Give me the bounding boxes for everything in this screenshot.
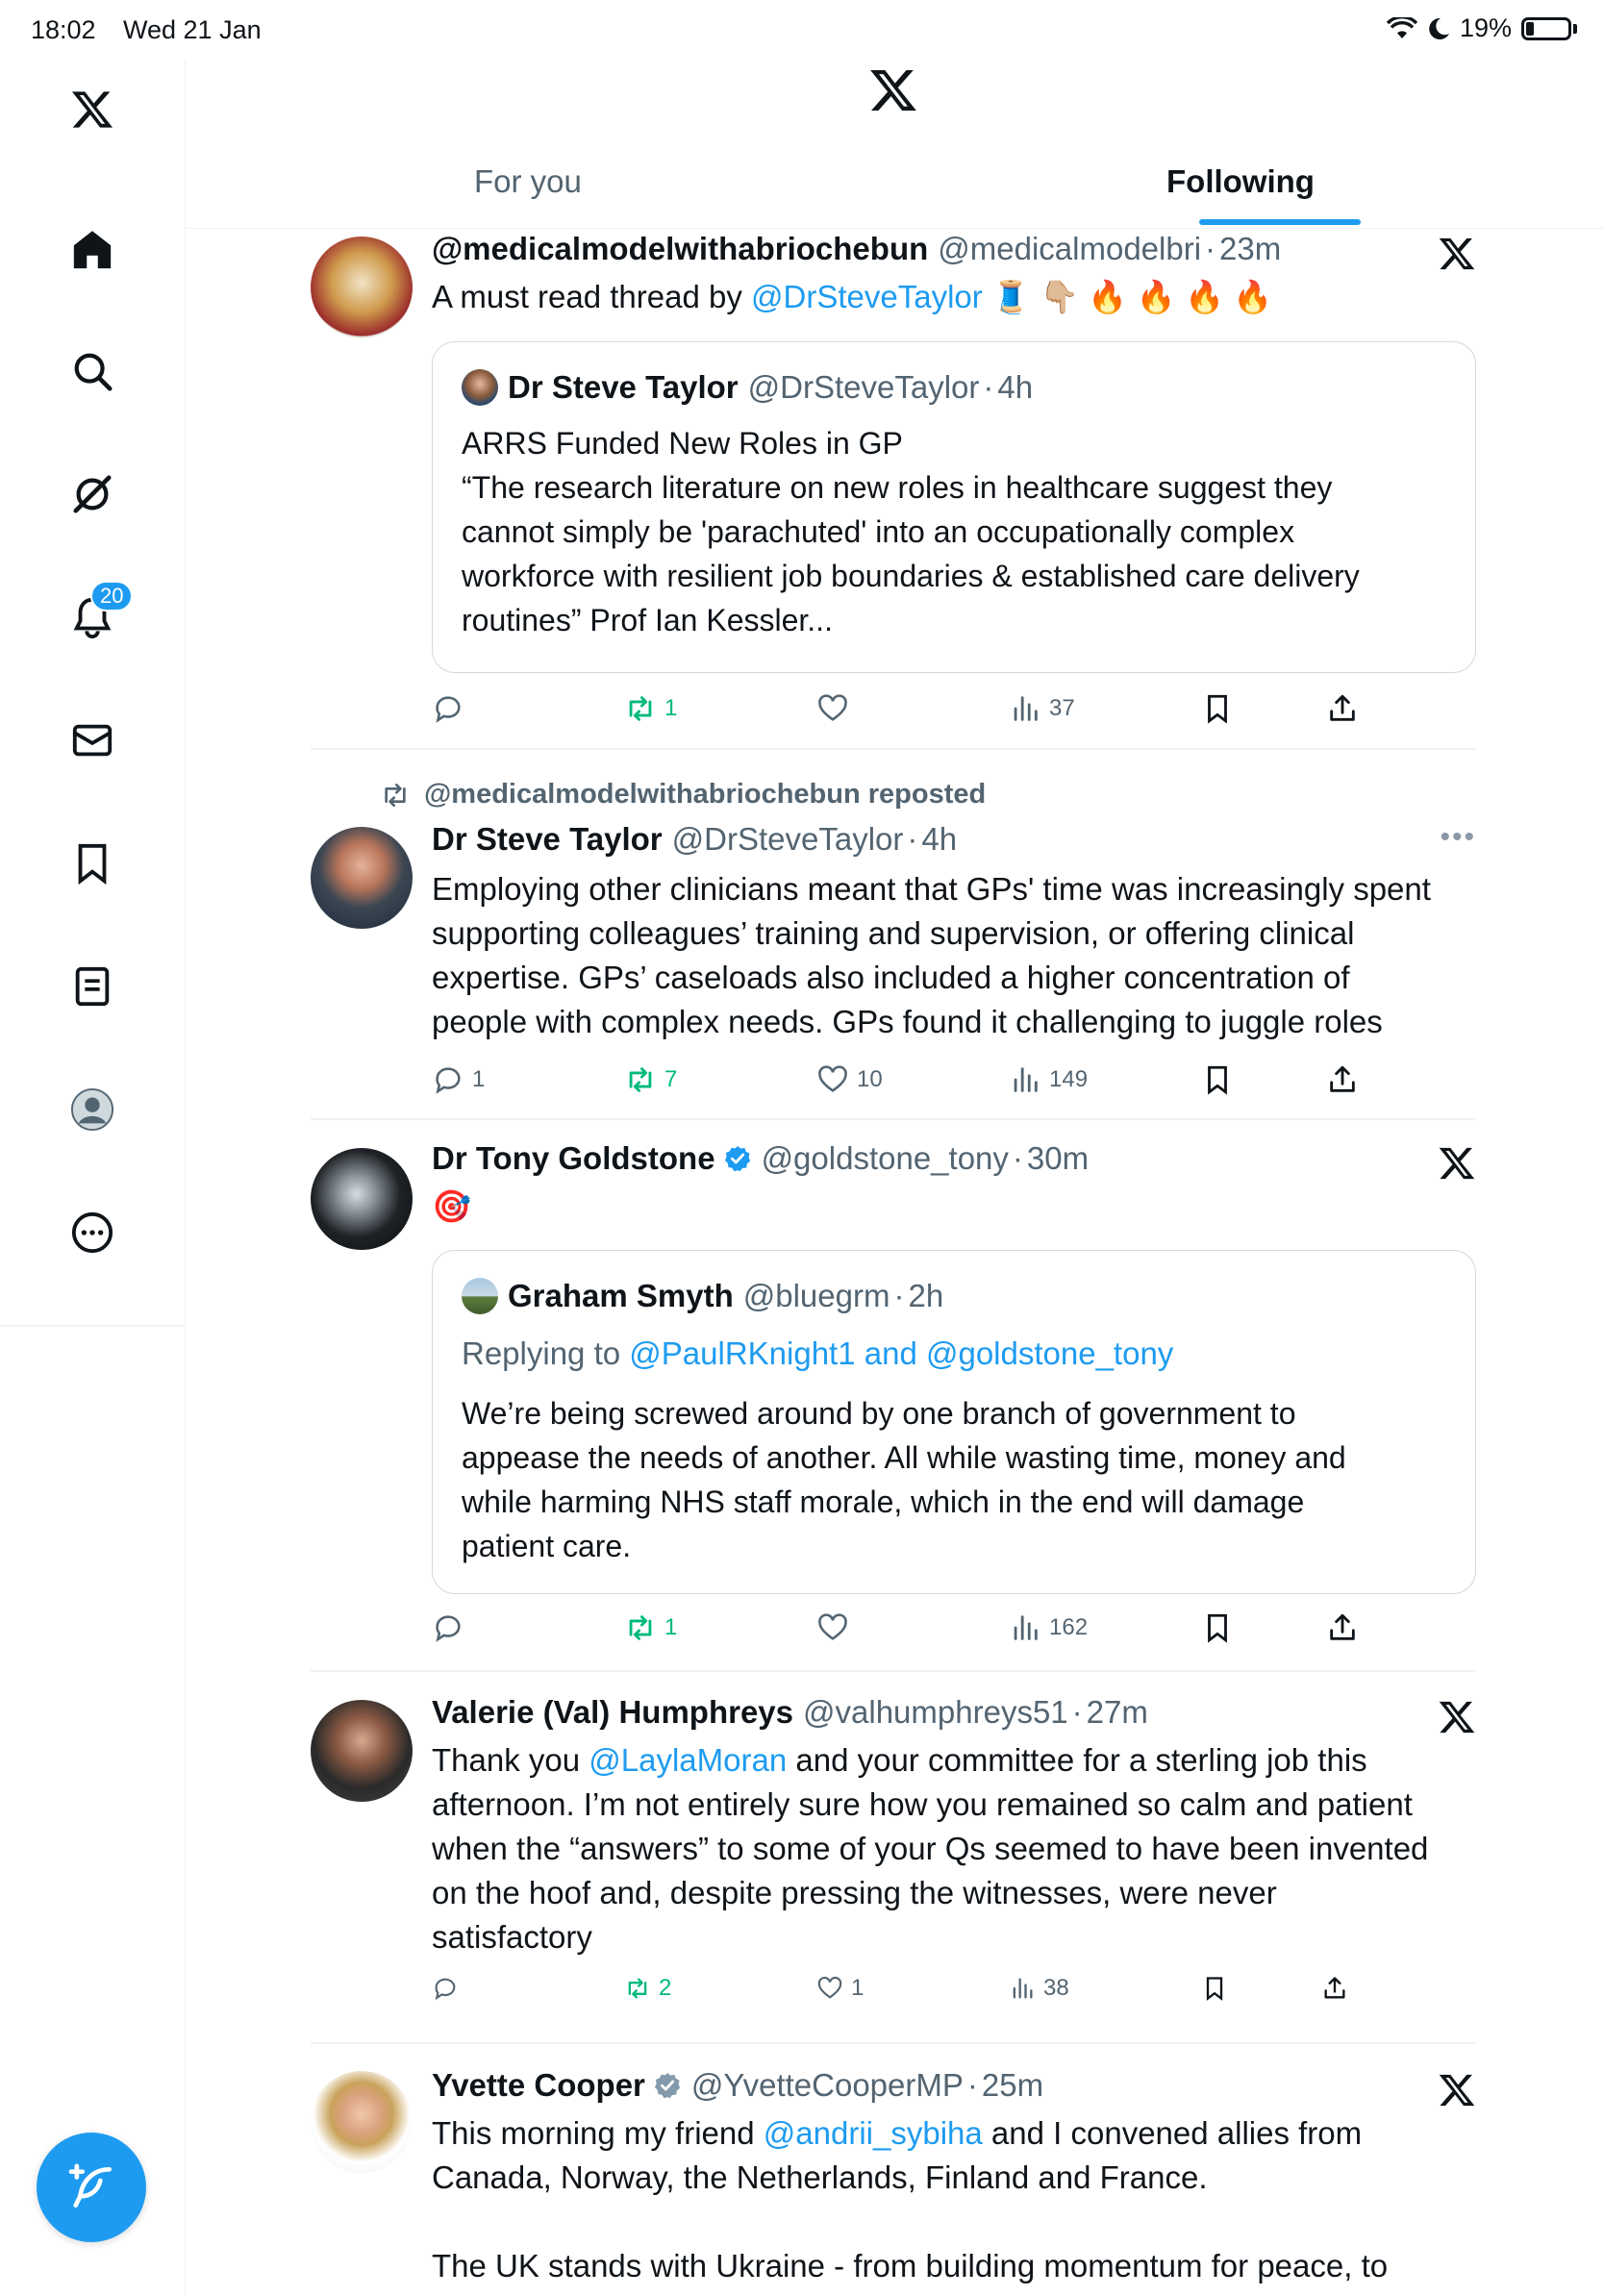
- view-count: 162: [1049, 1614, 1089, 1640]
- author-name[interactable]: Valerie (Val) Humphreys: [432, 1694, 794, 1730]
- repost-icon: [624, 1975, 651, 2002]
- repost-count: 1: [664, 1614, 678, 1640]
- views-button[interactable]: [1009, 1063, 1088, 1096]
- tweet[interactable]: [311, 231, 1476, 740]
- time-separator: ·: [1205, 231, 1216, 266]
- time-separator: ·: [983, 369, 994, 405]
- more-icon[interactable]: [62, 1202, 123, 1263]
- battery-percent: 19%: [1459, 13, 1512, 42]
- reply-button[interactable]: [432, 692, 472, 725]
- tweet-text-suffix: and your committee for a sterling job this: [787, 1742, 1367, 1778]
- views-button[interactable]: [1009, 1611, 1088, 1644]
- tweet-divider: [311, 1118, 1476, 1120]
- time-separator: ·: [907, 821, 918, 857]
- status-date: Wed 21 Jan: [123, 15, 262, 44]
- repost-count: 2: [659, 1975, 672, 2001]
- views-button[interactable]: [1009, 692, 1075, 725]
- quote-line: We’re being screwed around by one branch of government to: [462, 1396, 1296, 1431]
- battery-icon: [1521, 17, 1571, 40]
- repost-icon: [380, 780, 411, 811]
- quote-line: cannot simply be 'parachuted' into an occupationally complex: [462, 514, 1295, 549]
- repost-icon: [624, 1611, 657, 1644]
- avatar[interactable]: [311, 827, 413, 929]
- quote-line: workforce with resilient job boundaries & established care delivery: [462, 559, 1360, 593]
- quote-avatar[interactable]: [462, 1278, 498, 1314]
- quote-header: [462, 1278, 943, 1314]
- replying-to-prefix: Replying to: [462, 1335, 630, 1371]
- author-name[interactable]: Yvette Cooper: [432, 2067, 645, 2103]
- verified-badge-icon: [653, 2071, 682, 2100]
- heart-icon: [816, 1975, 843, 2002]
- quote-line: “The research literature on new roles in healthcare suggest they: [462, 470, 1333, 505]
- sidebar-divider: [0, 1325, 185, 1327]
- x-logo-icon[interactable]: [62, 79, 123, 140]
- x-header-logo-icon: [868, 65, 918, 115]
- quote-line: while harming NHS staff morale, which in the end will damage: [462, 1485, 1305, 1519]
- heart-icon: [816, 1611, 849, 1644]
- quote-author-handle: @DrSteveTaylor: [747, 369, 980, 405]
- reply-icon: [432, 1063, 464, 1096]
- tab-for-you[interactable]: For you: [474, 163, 582, 199]
- status-right: [1387, 13, 1577, 43]
- like-button[interactable]: [816, 1063, 883, 1096]
- tweet[interactable]: [311, 2067, 1476, 2296]
- tweet-line: supporting colleagues’ training and supervision, or offering clinical: [432, 915, 1355, 951]
- tweet-text: [432, 2111, 1480, 2288]
- share-button[interactable]: [1326, 692, 1359, 725]
- tweet-divider: [311, 2042, 1476, 2044]
- quote-text: [462, 421, 1452, 642]
- blank-line: [432, 2200, 1480, 2244]
- search-icon[interactable]: [62, 340, 123, 402]
- tweet-text: [432, 275, 1480, 319]
- avatar[interactable]: [311, 237, 413, 338]
- share-icon: [1326, 692, 1359, 725]
- tweet-text-prefix: This morning my friend: [432, 2115, 764, 2151]
- battery-tip: [1573, 24, 1577, 34]
- repost-icon: [624, 692, 657, 725]
- time-separator: ·: [893, 1278, 905, 1313]
- active-tab-indicator: [1199, 219, 1361, 225]
- avatar[interactable]: [311, 2071, 413, 2173]
- quote-header: [462, 369, 1033, 406]
- avatar[interactable]: [311, 1700, 413, 1802]
- author-name[interactable]: Dr Tony Goldstone: [432, 1140, 715, 1176]
- reply-button[interactable]: [432, 1063, 485, 1096]
- home-icon[interactable]: [62, 219, 123, 281]
- quote-line: ARRS Funded New Roles in GP: [462, 426, 903, 461]
- tweet-time: 27m: [1086, 1694, 1148, 1730]
- share-icon: [1321, 1975, 1348, 2002]
- lists-icon[interactable]: [62, 956, 123, 1017]
- tweet-time: 4h: [921, 821, 958, 857]
- repost-button[interactable]: [624, 1611, 677, 1644]
- quote-time: 2h: [908, 1278, 944, 1313]
- tweet-header: [432, 231, 1281, 267]
- tweet-text-prefix: Thank you: [432, 1742, 589, 1778]
- notifications-icon[interactable]: [62, 586, 123, 648]
- quote-text: [462, 1391, 1452, 1568]
- tweet[interactable]: [311, 1140, 1476, 1640]
- tweet-emojis: 🧵 👇🏼 🔥 🔥 🔥 🔥: [990, 279, 1273, 314]
- like-button[interactable]: [816, 692, 857, 725]
- quote-author-name[interactable]: Dr Steve Taylor: [508, 369, 739, 405]
- views-button[interactable]: [1009, 1975, 1069, 2002]
- share-button[interactable]: [1321, 1975, 1348, 2002]
- quote-line: appease the needs of another. All while wasting time, money and: [462, 1440, 1346, 1475]
- bookmark-button[interactable]: [1201, 1975, 1228, 2002]
- like-count: 1: [851, 1975, 865, 2001]
- mention-link[interactable]: @DrSteveTaylor: [751, 279, 983, 314]
- tweet-line: [432, 2111, 1480, 2156]
- wifi-icon: [1387, 17, 1417, 40]
- tweet-text: [432, 867, 1480, 1044]
- author-handle: @valhumphreys51: [803, 1694, 1068, 1730]
- bookmark-button[interactable]: [1201, 1611, 1234, 1644]
- replying-to-mentions[interactable]: @PaulRKnight1 and @goldstone_tony: [629, 1335, 1174, 1371]
- tweet-line: The UK stands with Ukraine - from building momentum for peace, to: [432, 2248, 1389, 2284]
- reply-count: 1: [472, 1066, 486, 1092]
- sidebar: [0, 60, 186, 2296]
- tweet-text: [432, 1185, 1480, 1229]
- time-separator: ·: [1071, 1694, 1083, 1730]
- reply-icon: [432, 692, 464, 725]
- tweet-actions: [432, 692, 1374, 731]
- compose-button[interactable]: [37, 2133, 146, 2242]
- quote-line: patient care.: [462, 1529, 632, 1563]
- replying-to: [462, 1335, 1173, 1372]
- tweet-actions: [432, 1611, 1374, 1650]
- tweet-line: satisfactory: [432, 1919, 592, 1955]
- quote-avatar[interactable]: [462, 369, 498, 406]
- tweet-text-prefix: A must read thread by: [432, 279, 752, 314]
- reply-button[interactable]: [432, 1611, 472, 1644]
- author-handle: @DrSteveTaylor: [671, 821, 904, 857]
- tweet-line: Canada, Norway, the Netherlands, Finland and France.: [432, 2159, 1208, 2195]
- mention-link[interactable]: @LaylaMoran: [589, 1742, 788, 1778]
- bookmark-icon: [1201, 1975, 1228, 2002]
- grok-icon[interactable]: [62, 463, 123, 525]
- tweet-line: people with complex needs. GPs found it challenging to juggle roles: [432, 1004, 1383, 1039]
- views-icon: [1009, 1611, 1041, 1644]
- tweet-divider: [311, 1670, 1476, 1672]
- like-count: 10: [857, 1066, 883, 1092]
- tweet-actions: [432, 1063, 1374, 1102]
- bookmarks-icon[interactable]: [62, 833, 123, 894]
- bookmark-button[interactable]: [1201, 1063, 1234, 1096]
- bookmark-button[interactable]: [1201, 692, 1234, 725]
- tweet-line: when the “answers” to some of your Qs seemed to have been invented: [432, 1831, 1429, 1866]
- bookmark-icon: [1201, 1611, 1234, 1644]
- quote-time: 4h: [997, 369, 1034, 405]
- tweet-line: afternoon. I’m not entirely sure how you remained so calm and patient: [432, 1786, 1413, 1822]
- tweet[interactable]: [311, 779, 1476, 1106]
- reply-button[interactable]: [432, 1975, 466, 2002]
- tweet-header: [432, 821, 957, 858]
- view-count: 38: [1043, 1975, 1069, 2001]
- tweet-actions: [432, 1975, 1374, 2013]
- repost-button[interactable]: [624, 1975, 671, 2002]
- timeline-header: [186, 60, 1604, 229]
- tab-following[interactable]: Following: [1166, 163, 1315, 199]
- quote-line: routines” Prof Ian Kessler...: [462, 603, 833, 637]
- quoted-tweet[interactable]: [432, 341, 1476, 673]
- tweet-text: [432, 1738, 1480, 1959]
- repost-button[interactable]: [624, 692, 677, 725]
- tweet-line: expertise. GPs’ caseloads also included a higher concentration of: [432, 960, 1350, 995]
- tweet-time: 25m: [981, 2067, 1044, 2103]
- more-options-icon[interactable]: •••: [1440, 821, 1476, 853]
- x-icon[interactable]: [1438, 235, 1476, 273]
- repost-label[interactable]: @medicalmodelwithabriochebun reposted: [424, 779, 987, 810]
- bookmark-icon: [1201, 692, 1234, 725]
- author-handle: @medicalmodelbri: [938, 231, 1202, 266]
- avatar[interactable]: [311, 1148, 413, 1250]
- view-count: 149: [1049, 1066, 1089, 1092]
- views-icon: [1009, 692, 1041, 725]
- like-button[interactable]: [816, 1975, 864, 2002]
- tweet-header: [432, 1140, 1089, 1177]
- heart-icon: [816, 1063, 849, 1096]
- views-icon: [1009, 1063, 1041, 1096]
- repost-count: 7: [664, 1066, 678, 1092]
- share-icon: [1326, 1063, 1359, 1096]
- tweet-emoji: 🎯: [432, 1188, 472, 1224]
- status-bar: [0, 0, 1604, 60]
- quote-author-name[interactable]: Graham Smyth: [508, 1278, 734, 1313]
- time-separator: ·: [966, 2067, 978, 2103]
- views-icon: [1009, 1975, 1036, 2002]
- tweet-divider: [311, 748, 1476, 750]
- tweet-time: 23m: [1219, 231, 1282, 266]
- messages-icon[interactable]: [62, 710, 123, 771]
- tweet-line: Employing other clinicians meant that GPs' time was increasingly spent: [432, 871, 1431, 907]
- quoted-tweet[interactable]: [432, 1250, 1476, 1594]
- tweet-line: [432, 1738, 1480, 1783]
- author-name[interactable]: @medicalmodelwithabriochebun: [432, 231, 929, 266]
- x-icon[interactable]: [1438, 1698, 1476, 1736]
- tweet-header: [432, 2067, 1043, 2104]
- share-button[interactable]: [1326, 1611, 1359, 1644]
- x-icon[interactable]: [1438, 1144, 1476, 1183]
- tweet-text-suffix: and I convened allies from: [982, 2115, 1363, 2151]
- tweet[interactable]: [311, 1694, 1476, 2001]
- repost-indicator: [380, 779, 986, 811]
- bookmark-icon: [1201, 1063, 1234, 1096]
- like-button[interactable]: [816, 1611, 857, 1644]
- tweet-header: [432, 1694, 1148, 1731]
- compose-feather-icon: [64, 2160, 118, 2214]
- heart-icon: [816, 692, 849, 725]
- repost-count: 1: [664, 695, 678, 721]
- tweet-line: on the hoof and, despite pressing the witnesses, were never: [432, 1875, 1277, 1910]
- time-separator: ·: [1012, 1140, 1023, 1176]
- quote-author-handle: @bluegrm: [742, 1278, 890, 1313]
- view-count: 37: [1049, 695, 1075, 721]
- notifications-badge: 20: [90, 581, 133, 611]
- share-button[interactable]: [1326, 1063, 1359, 1096]
- reply-icon: [432, 1611, 464, 1644]
- tweet-time: 30m: [1026, 1140, 1090, 1176]
- repost-icon: [624, 1063, 657, 1096]
- reply-icon: [432, 1975, 459, 2002]
- share-icon: [1326, 1611, 1359, 1644]
- repost-button[interactable]: [624, 1063, 677, 1096]
- author-handle: @goldstone_tony: [761, 1140, 1009, 1176]
- verified-badge-icon: [723, 1144, 752, 1173]
- moon-icon: [1427, 16, 1450, 41]
- status-time: 18:02: [31, 15, 96, 44]
- profile-avatar[interactable]: [62, 1079, 123, 1140]
- author-handle: @YvetteCooperMP: [690, 2067, 964, 2103]
- author-name[interactable]: Dr Steve Taylor: [432, 821, 663, 857]
- x-icon[interactable]: [1438, 2071, 1476, 2109]
- mention-link[interactable]: @andrii_sybiha: [763, 2115, 983, 2151]
